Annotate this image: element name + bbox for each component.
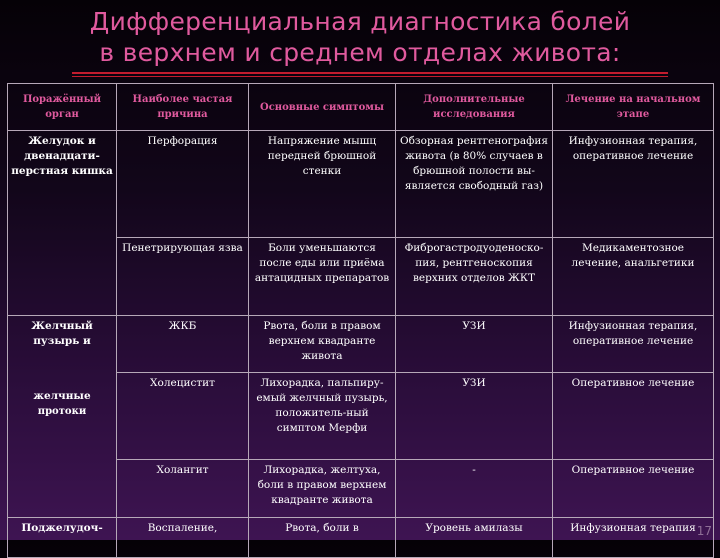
- organ-pancreas: Поджелудоч-: [8, 518, 117, 558]
- cell-symptoms: Боли уменьшаются после еды или приёма антацидных препаратов: [249, 238, 396, 316]
- table-header-row: [8, 84, 714, 131]
- cell-symptoms: Лихорадка, пальпиру-емый желчный пузырь, положитель-ный симптом Мерфи: [249, 373, 396, 460]
- cell-tests: Фиброгастродуоденоско-пия, рентгеноскопия верхних отделов ЖКТ: [396, 238, 553, 316]
- organ-gallbladder-bottom-2: протоки: [37, 406, 87, 417]
- header-symptoms: Основные симптомы: [249, 84, 396, 131]
- organ-gallbladder-bottom-1: желчные: [33, 390, 91, 402]
- cell-treatment: Инфузионная терапия, оперативное лечение: [553, 131, 714, 238]
- cell-tests: Обзорная рентгенография живота (в 80% случаев в брюшной полости вы-является свободный газ): [396, 131, 553, 238]
- header-cause: Наиболее частая причина: [117, 84, 249, 131]
- cell-cause: Перфорация: [117, 131, 249, 238]
- header-organ: Поражённый орган: [8, 84, 117, 131]
- title-underline-thin: [72, 76, 668, 77]
- organ-gallbladder-bottom: [11, 389, 113, 419]
- page-number: 17: [696, 524, 712, 538]
- cell-symptoms: Лихорадка, желтуха, боли в правом верхнем квадранте живота: [249, 460, 396, 518]
- cell-symptoms: Рвота, боли в: [249, 518, 396, 558]
- cell-cause: Холангит: [117, 460, 249, 518]
- cell-treatment: Инфузионная терапия, оперативное лечение: [553, 316, 714, 373]
- cell-tests: -: [396, 460, 553, 518]
- table-row: [8, 518, 714, 558]
- cell-treatment: Инфузионная терапия: [553, 518, 714, 558]
- cell-cause: Пенетрирующая язва: [117, 238, 249, 316]
- slide-title-line1: Дифференциальная диагностика болей: [89, 7, 631, 36]
- cell-treatment: Медикаментозное лечение, анальгетики: [553, 238, 714, 316]
- title-underline: [72, 72, 668, 74]
- table-row: [8, 131, 714, 238]
- header-tests: Дополнительные исследования: [396, 84, 553, 131]
- cell-tests: УЗИ: [396, 373, 553, 460]
- cell-symptoms: Рвота, боли в правом верхнем квадранте живота: [249, 316, 396, 373]
- cell-cause: ЖКБ: [117, 316, 249, 373]
- organ-gallbladder-top: Желчный пузырь и: [31, 320, 93, 347]
- cell-tests: Уровень амилазы: [396, 518, 553, 558]
- organ-stomach: Желудок и двенадцати-перстная кишка: [8, 131, 117, 316]
- diagnosis-table: [7, 83, 714, 558]
- slide-title-line2: в верхнем и среднем отделах живота:: [99, 38, 621, 67]
- organ-gallbladder: [8, 316, 117, 518]
- cell-cause: Воспаление,: [117, 518, 249, 558]
- slide-title: [0, 6, 720, 68]
- table-row: [8, 316, 714, 373]
- header-treatment: Лечение на начальном этапе: [553, 84, 714, 131]
- cell-symptoms: Напряжение мышц передней брюшной стенки: [249, 131, 396, 238]
- cell-treatment: Оперативное лечение: [553, 373, 714, 460]
- cell-treatment: Оперативное лечение: [553, 460, 714, 518]
- cell-cause: Холецистит: [117, 373, 249, 460]
- cell-tests: УЗИ: [396, 316, 553, 373]
